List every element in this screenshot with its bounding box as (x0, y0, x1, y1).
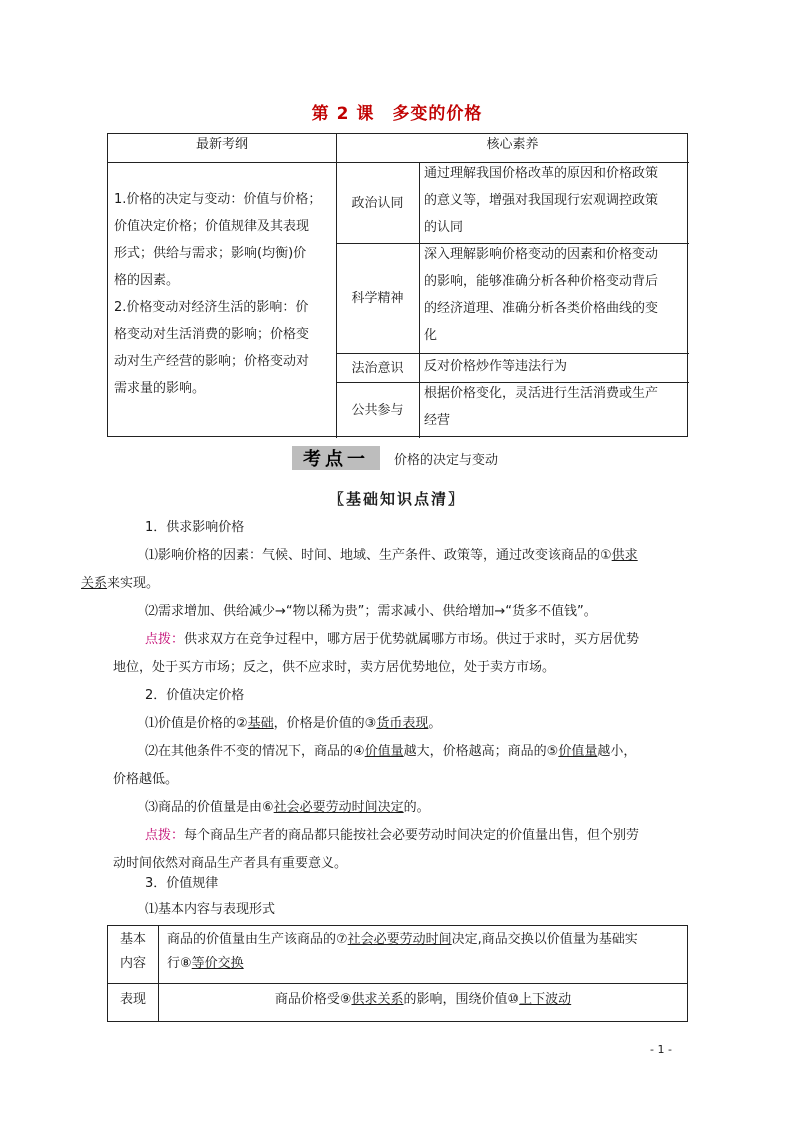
syllabus-line: 需求量的影响。 (114, 381, 206, 396)
desc-line: 化 (424, 328, 438, 343)
competency-desc (424, 241, 686, 349)
desc-line: 通过理解我国价格改革的原因和价格政策 (424, 166, 659, 181)
answer: 关系 (81, 576, 108, 591)
text: 动时间依然对商品生产者具有重要意义。 (113, 856, 348, 871)
desc-line: 深入理解影响价格变动的因素和价格变动 (424, 247, 659, 262)
row-content (159, 988, 687, 1012)
text: 越小， (597, 744, 637, 759)
text: 越大，价格越高；商品的⑤ (403, 744, 559, 759)
syllabus-line: 形式；供给与需求；影响(均衡)价 (114, 246, 307, 261)
answer: 价值量 (558, 744, 598, 759)
law-table (107, 925, 688, 1022)
row-content (167, 928, 685, 976)
syllabus-line: 1.价格的决定与变动：价值与价格； (114, 192, 322, 207)
competency-desc (424, 353, 686, 380)
tip (113, 626, 691, 682)
text: ⑶商品的价值量是由⑥ (145, 800, 274, 815)
page-number: - 1 - (650, 1043, 672, 1056)
answer: 供求关系 (351, 992, 404, 1007)
paragraph (113, 738, 691, 794)
text: 的。 (403, 800, 430, 815)
header-syllabus: 最新考纲 (195, 137, 248, 152)
divider (108, 983, 687, 984)
paragraph: ⑴基本内容与表现形式 (145, 902, 276, 917)
desc-line: 的认同 (424, 220, 464, 235)
syllabus-line: 2.价格变动对经济生活的影响：价 (114, 300, 309, 315)
text: 的影响，围绕价值 (403, 992, 508, 1007)
heading-1: 1．供求影响价格 (145, 520, 245, 535)
answer: 上下波动 (519, 992, 572, 1007)
competency-name: 公共参与 (351, 403, 404, 418)
answer: 社会必要劳动时间决定 (273, 800, 404, 815)
competency-name: 政治认同 (351, 195, 404, 211)
competency-name: 法治意识 (351, 360, 404, 376)
kaodian-badge: 考点一 (292, 446, 380, 470)
header-competency: 核心素养 (486, 137, 539, 152)
circled-number: ⑩ (507, 992, 520, 1007)
page-title: 第 2 课 多变的价格 (311, 104, 483, 124)
text: 地位，处于买方市场；反之，供不应求时，卖方居优势地位，处于卖方市场。 (113, 660, 556, 675)
paragraph: ⑵需求增加、供给减少→“物以稀为贵”；需求减小、供给增加→“货多不值钱”。 (145, 604, 597, 619)
section-heading: 〖基础知识点清〗 (328, 490, 465, 508)
competency-desc (424, 380, 686, 434)
syllabus-text (114, 186, 336, 402)
answer: 货币表现 (376, 716, 429, 731)
tip-label: 点拨： (145, 632, 185, 647)
text: 每个商品生产者的商品都只能按社会必要劳动时间决定的价值量出售，但个别劳 (184, 828, 640, 843)
desc-line: 根据价格变化，灵活进行生活消费或生产 (424, 386, 659, 401)
text: 。 (428, 716, 442, 731)
answer: 基础 (247, 716, 274, 731)
paragraph (113, 794, 691, 822)
syllabus-line: 动对生产经营的影响；价格变动对 (114, 354, 310, 369)
paragraph (81, 542, 691, 598)
paragraph (113, 710, 691, 738)
syllabus-table (107, 133, 688, 437)
desc-line: 经营 (424, 413, 451, 428)
competency-name: 科学精神 (351, 291, 404, 306)
syllabus-line: 价值决定价格；价值规律及其表现 (114, 219, 310, 234)
text: 商品价格受⑨ (274, 992, 352, 1007)
desc-line: 的经济道理、准确分析各类价格曲线的变 (424, 301, 659, 316)
desc-line: 反对价格炒作等违法行为 (424, 359, 568, 374)
syllabus-line: 格变动对生活消费的影响；价格变 (114, 327, 310, 342)
kaodian-title: 价格的决定与变动 (394, 453, 499, 468)
label-line: 基本 (119, 932, 146, 947)
text: 价格越低。 (113, 772, 179, 787)
desc-line: 的意义等，增强对我国现行宏观调控政策 (424, 193, 659, 208)
syllabus-line: 格的因素。 (114, 273, 180, 288)
tip-label: 点拨： (145, 828, 185, 843)
text: ，价格是价值的③ (273, 716, 377, 731)
answer: 等价交换 (191, 956, 244, 971)
row-label: 表现 (119, 992, 146, 1007)
text: 商品的价值量由生产该商品的⑦ (167, 932, 348, 947)
divider (419, 162, 420, 438)
answer: 价值量 (364, 744, 404, 759)
text: 供求双方在竞争过程中，哪方居于优势就属哪方市场。供过于求时，买方居优势 (184, 632, 640, 647)
competency-desc (424, 160, 686, 241)
label-line: 内容 (119, 956, 146, 971)
text: ⑵在其他条件不变的情况下，商品的④ (145, 744, 365, 759)
text: 来实现。 (107, 576, 160, 591)
answer: 供求 (611, 548, 638, 563)
desc-line: 的影响，能够准确分析各种价格变动背后 (424, 274, 659, 289)
text: ⑴影响价格的因素：气候、时间、地域、生产条件、政策等，通过改变该商品的① (145, 548, 612, 563)
row-label (108, 928, 158, 976)
heading-3: 3．价值规律 (145, 876, 219, 891)
answer: 社会必要劳动时间 (347, 932, 452, 947)
text: 行⑧ (167, 956, 192, 971)
text: 决定,商品交换以价值量为基础实 (451, 932, 638, 947)
text: ⑴价值是价格的② (145, 716, 248, 731)
heading-2: 2．价值决定价格 (145, 688, 245, 703)
